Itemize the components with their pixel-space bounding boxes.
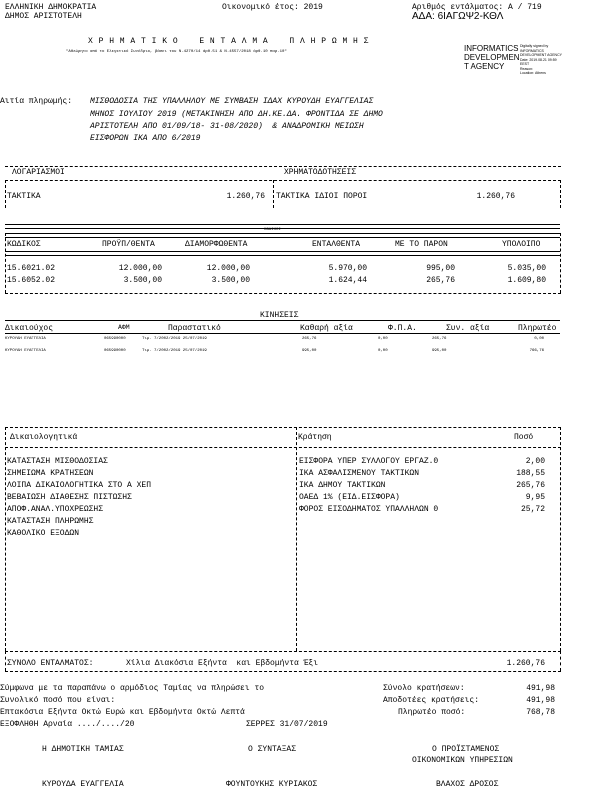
divider (5, 166, 561, 167)
role-head: Ο ΠΡΟΪΣΤΑΜΕΝΟΣ (432, 745, 500, 754)
formed-cell: 12.000,00 (206, 264, 250, 273)
budget-cell: 12.000,00 (118, 264, 162, 273)
municipality-name: ΔΗΜΟΣ ΑΡΙΣΤΟΤΕΛΗ (5, 12, 82, 21)
list-item: ΚΑΘΟΛΙΚΟ ΕΞΟΔΩΝ (7, 529, 80, 538)
funding-label: ΤΑΚΤΙΚΑ ΙΔΙΟΙ ΠΟΡΟΙ (276, 192, 368, 201)
vat-cell: 0,00 (378, 349, 388, 353)
list-item: ΒΕΒΑΙΩΣΗ ΔΙΑΘΕΣΗΣ ΠΙΣΤΩΣΗΣ (7, 493, 132, 502)
signature-logo (464, 44, 592, 80)
current-cell: 995,00 (426, 264, 455, 273)
formed-cell: 3.500,00 (211, 276, 250, 285)
country-name: ΕΛΛΗΝΙΚΗ ΔΗΜΟΚΡΑΤΙΑ (5, 3, 97, 12)
withheld-label: Αποδοτέες κρατήσεις: (383, 696, 480, 705)
ada-code: ΑΔΑ: 6ΙΑΓΩΨ2-ΚΘΛ (412, 11, 504, 22)
divider (5, 427, 6, 651)
total-deductions-label: Σύνολο κρατήσεων: (383, 684, 465, 693)
sig-small-2: INFORMATICS (520, 48, 544, 53)
cause-line-4: ΕΙΣΦΟΡΩΝ ΙΚΑ ΑΠΟ 6/2019 (90, 134, 201, 143)
document-cell: Τιμ. 7/2002/2019 25/07/2019 (142, 337, 207, 341)
beneficiary-cell: ΚΥΡΟΥΔΗ ΕΥΑΓΓΕΛΙΑ (5, 337, 46, 341)
deduction-amount: 2,00 (525, 457, 545, 466)
divider (273, 180, 274, 208)
footer-line-1: Σύμφωνα με τα παραπάνω ο αρμόδιος Ταμίας να πληρώσει το (0, 684, 265, 693)
mov-header-vat: Φ.Π.Α. (388, 324, 417, 333)
accounts-header: ΛΟΓΑΡΙΑΣΜΟΙ (12, 168, 65, 177)
document-cell: Τιμ. 7/2002/2019 25/07/2019 (142, 349, 207, 353)
name-compiler: ΦΟΥΝΤΟΥΚΗΣ ΚΥΡΙΑΚΟΣ (226, 780, 318, 789)
total-in-words: Χίλια Διακόσια Εξήντα και Εβδομήντα Έξι (126, 659, 319, 668)
documents-header: Δικαιολογητικά (10, 433, 78, 442)
divider (5, 233, 6, 293)
codes-header-balance: ΥΠΟΛΟΙΠΟ (502, 240, 541, 249)
payable-amount: 768,78 (526, 708, 555, 717)
accounts-amount: 1.260,76 (226, 192, 265, 201)
divider (560, 427, 561, 651)
budget-cell: 3.500,00 (123, 276, 162, 285)
beneficiary-cell: ΚΥΡΟΥΔΗ ΕΥΑΓΓΕΛΙΑ (5, 349, 46, 353)
divider (5, 427, 561, 428)
list-item: ΛΟΙΠΑ ΔΙΚΑΙΟΛΟΓΗΤΙΚΑ ΣΤΟ Α ΧΕΠ (7, 481, 152, 490)
current-cell: 265,76 (426, 276, 455, 285)
funding-amount: 1.260,76 (476, 192, 515, 201)
vat-cell: 0,00 (378, 337, 388, 341)
deduction-amount: 25,72 (520, 505, 545, 514)
codes-header-committed: ΕΝΤΑΛΘΕΝΤΑ (312, 240, 361, 249)
serres-date: ΣΕΡΡΕΣ 31/07/2019 (246, 720, 328, 729)
deduction-label: ΙΚΑ ΑΣΦΑΛΙΣΜΕΝΟΥ ΤΑΚΤΙΚΩΝ (299, 469, 420, 478)
list-item: ΣΗΜΕΙΩΜΑ ΚΡΑΤΗΣΕΩΝ (7, 469, 94, 478)
name-head: ΒΛΑΧΟΣ ΔΡΟΣΟΣ (436, 780, 499, 789)
divider (5, 651, 6, 671)
logo-line-3: T AGENCY (464, 62, 505, 71)
mov-header-afm: ΑΦΜ (118, 324, 130, 331)
mov-header-document: Παραστατικό (168, 324, 221, 333)
sig-small-6: Reason: (520, 66, 534, 71)
sig-small-1: Digitally signed by (520, 44, 549, 48)
afm-cell: 065990000 (104, 349, 126, 353)
deduction-label: ΙΚΑ ΔΗΜΟΥ ΤΑΚΤΙΚΩΝ (299, 481, 386, 490)
divider (5, 651, 561, 652)
movements-title: ΚΙΝΗΣΕΙΣ (260, 311, 299, 320)
committed-cell: 1.624,44 (328, 276, 367, 285)
total-deductions: 491,98 (526, 684, 555, 693)
total-amount: 1.260,76 (506, 659, 545, 668)
accounts-label: ΤΑΚΤΙΚΑ (7, 192, 41, 201)
deductions-amount-header: Ποσό (514, 433, 534, 442)
divider (296, 427, 297, 651)
total-label: ΣΥΝΟΛΟ ΕΝΤΑΛΜΑΤΟΣ: (7, 659, 94, 668)
deduction-label: ΟΑΕΔ 1% (ΕΙΔ.ΕΙΣΦΟΡΑ) (299, 493, 400, 502)
codes-header-current: ΜΕ ΤΟ ΠΑΡΟΝ (395, 240, 448, 249)
codes-header-budget: ΠΡΟΫΠ/ΘΕΝΤΑ (102, 240, 155, 249)
divider (560, 651, 561, 671)
list-item: ΑΠΟΦ.ΑΝΑΛ.ΥΠΟΧΡΕΩΣΗΣ (7, 505, 104, 514)
total-cell: 995,00 (432, 349, 447, 353)
divider (5, 320, 560, 321)
divider (5, 671, 561, 672)
code-cell: 15.6052.02 (7, 276, 56, 285)
paid-label: ΕΞΟΦΛΗΘΗ Αρναία ..../..../20 (0, 720, 135, 729)
order-number: Αριθμός εντάλματος: Α / 719 (412, 3, 542, 12)
fiscal-year: Οικονομικό έτος: 2019 (222, 3, 323, 12)
mov-header-payable: Πληρωτέο (518, 324, 557, 333)
committed-cell: 5.970,00 (328, 264, 367, 273)
sig-small-5: EEST (520, 62, 530, 66)
mov-header-beneficiary: Δικαιούχος (5, 324, 54, 333)
code-cell: 15.6021.02 (7, 264, 56, 273)
sig-small-7: Location: Athens (520, 71, 546, 75)
mov-header-net: Καθαρή αξία (300, 324, 353, 333)
codes-header-formed: ΔΙΑΜΟΡΦΩΘΕΝΤΑ (185, 240, 248, 249)
payable-cell: 766,76 (529, 349, 544, 353)
divider (5, 447, 561, 448)
mov-header-total: Συν. αξία (446, 324, 490, 333)
role-head-dept: ΟΙΚΟΝΟΜΙΚΩΝ ΥΠΗΡΕΣΙΩΝ (412, 756, 513, 765)
divider (5, 224, 560, 229)
cause-line-1: ΜΙΣΘΟΔΟΣΙΑ ΤΗΣ ΥΠΑΛΛΗΛΟΥ ΜΕ ΣΥΜΒΑΣΗ ΙΔΑΧ ΚΥΡΟΥΔΗ ΕΥΑΓΓΕΛΙΑΣ (90, 97, 374, 106)
divider (560, 180, 561, 208)
total-cell: 265,76 (432, 337, 447, 341)
funding-header: ΧΡΗΜΑΤΟΔΟΤΗΣΕΙΣ (284, 168, 357, 177)
divider (560, 233, 561, 293)
deductions-header: Κράτηση (298, 433, 332, 442)
logo-line-2: DEVELOPMEN (464, 53, 520, 62)
cause-line-3: ΑΡΙΣΤΟΤΕΛΗ ΑΠΟ 01/09/18- 31-08/2020) & ΑΝΑΔΡΟΜΙΚΗ ΜΕΙΩΣΗ (90, 122, 364, 131)
document-title: Χ Ρ Η Μ Α Τ Ι Κ Ο Ε Ν Τ Α Λ Μ Α Π Λ Η Ρ Ω Μ Η Σ (88, 37, 369, 46)
codes-title: ΚΩΔΙΚΟΙ (264, 228, 281, 232)
divider (5, 180, 6, 208)
list-item: ΚΑΤΑΣΤΑΣΗ ΠΛΗΡΩΜΗΣ (7, 517, 94, 526)
deduction-label: ΦΟΡΟΣ ΕΙΣΟΔΗΜΑΤΟΣ ΥΠΑΛΛΗΛΩΝ 0 (299, 505, 439, 514)
deduction-amount: 265,76 (516, 481, 545, 490)
balance-cell: 1.609,80 (507, 276, 546, 285)
role-treasurer: Η ΔΗΜΟΤΙΚΗ ΤΑΜΙΑΣ (42, 745, 124, 754)
net-cell: 995,00 (302, 349, 317, 353)
name-treasurer: ΚΥΡΟΥΔΑ ΕΥΑΓΓΕΛΙΑ (42, 780, 124, 789)
divider (5, 293, 561, 294)
divider (5, 180, 561, 181)
cause-line-2: ΜΗΝΟΣ ΙΟΥΛΙΟΥ 2019 (ΜΕΤΑΚΙΝΗΣΗ ΑΠΟ ΔΗ.ΚΕ.ΔΑ. ΦΡΟΝΤΙΔΑ ΣΕ ΔΗΜΟ (90, 110, 383, 119)
payable-cell: 0,00 (534, 337, 544, 341)
afm-cell: 065990000 (104, 337, 126, 341)
deduction-amount: 188,55 (516, 469, 545, 478)
footer-line-3: Επτακόσια Εξήντα Οκτώ Ευρώ και Εβδομήντα Οκτώ Λεπτά (0, 708, 245, 717)
divider (5, 251, 560, 256)
divider (5, 333, 560, 334)
balance-cell: 5.035,00 (507, 264, 546, 273)
deduction-amount: 9,95 (525, 493, 545, 502)
cause-label: Αιτία πληρωμής: (0, 97, 73, 106)
footer-line-2: Συνολικό ποσό που είναι: (0, 696, 116, 705)
net-cell: 265,76 (302, 337, 317, 341)
logo-line-1: INFORMATICS (464, 44, 519, 53)
sig-small-4: Date: 2019.08.21 09:59 (520, 57, 557, 62)
deduction-label: ΕΙΣΦΟΡΑ ΥΠΕΡ ΣΥΛΛΟΓΟΥ ΕΡΓΑΖ.0 (299, 457, 439, 466)
payable-label: Πληρωτέο ποσό: (398, 708, 466, 717)
role-compiler: Ο ΣΥΝΤΑΞΑΣ (248, 745, 297, 754)
divider (5, 233, 560, 238)
withheld-amount: 491,98 (526, 696, 555, 705)
codes-header-code: ΚΩΔΙΚΟΣ (7, 240, 41, 249)
list-item: ΚΑΤΑΣΤΑΣΗ ΜΙΣΘΟΔΟΣΙΑΣ (7, 457, 108, 466)
sig-small-3: DEVELOPMENT AGENCY (520, 53, 562, 57)
document-subtitle: "Αθεώρητο από το Ελεγκτικό Συνέδριο, βάσει του Ν.4270/14 άρθ.51 & Ν.4557/2018 άρθ.10 παρ.10" (66, 50, 287, 54)
